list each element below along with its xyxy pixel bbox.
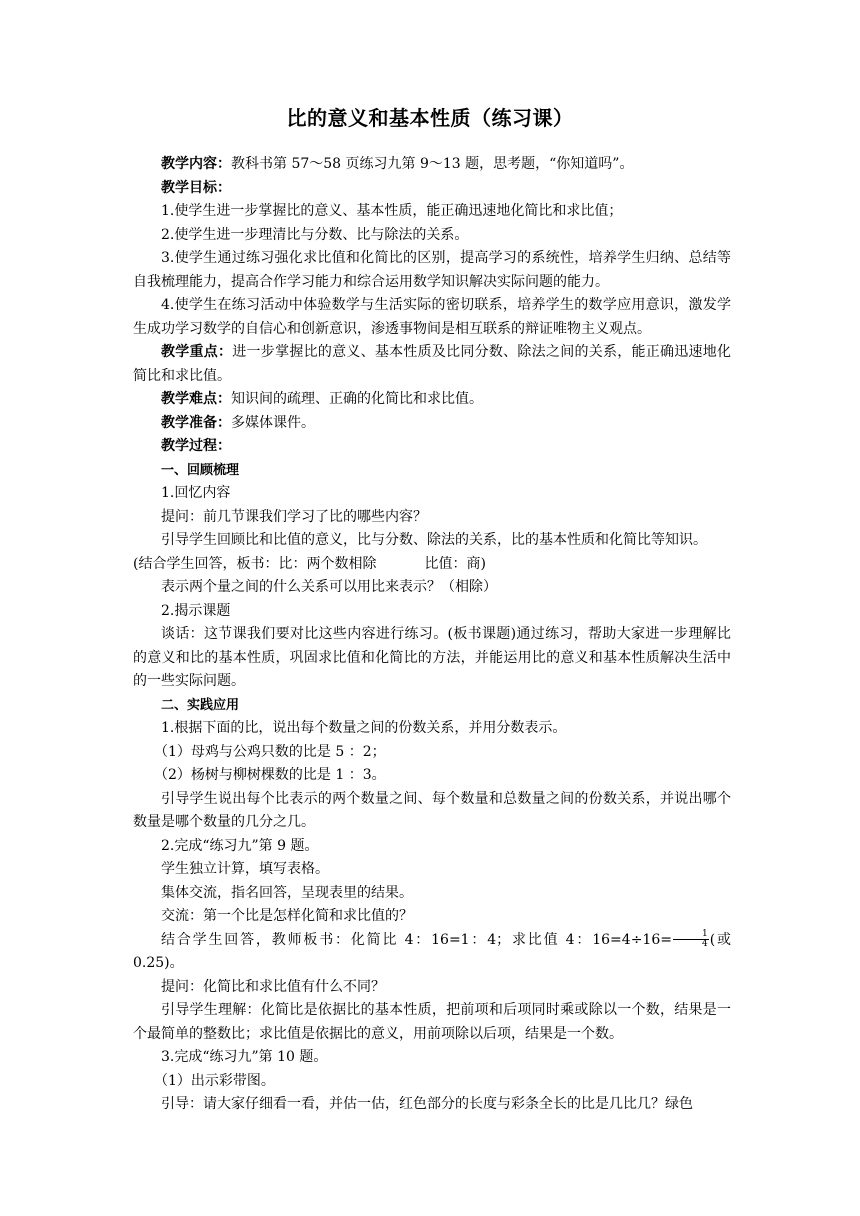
paragraph: 3.完成“练习九”第 10 题。 (161, 1049, 328, 1065)
teaching-goals-label: 教学目标： (161, 179, 231, 196)
section-heading: 一、回顾梳理 (161, 462, 240, 478)
teaching-key (133, 341, 731, 388)
paragraph-with-fraction: 结合学生回答，教师板书：化简比 4：16=1：4；求比值 4：16=4÷16= $\frac{1}{4}$ (或 0.25)。 (133, 929, 731, 971)
paragraph: 表示两个量之间的什么关系可以用比来表示？（相除） (161, 579, 497, 595)
teaching-prep-label: 教学准备： (161, 414, 231, 431)
paragraph: 学生独立计算，填写表格。 (161, 861, 329, 877)
teaching-key-text: 进一步掌握比的意义、基本性质及比同分数、除法之间的关系，能正确迅速地化简比和求比值。 (133, 344, 732, 384)
paragraph: 引导学生理解：化简比是依据比的基本性质，把前项和后项同时乘或除以一个数，结果是一个最简单的整数比；求比值是依据比的意义，用前项除以后项，结果是一个数。 (133, 1002, 731, 1042)
teaching-prep-text: 多媒体课件。 (231, 414, 315, 431)
paragraph: 谈话：这节课我们要对比这些内容进行练习。(板书课题)通过练习，帮助大家进一步理解比的意义和比的基本性质，巩固求比值和化简比的方法，并能运用比的意义和基本性质解决生活中的一些实际问题。 (133, 626, 731, 689)
paragraph: 引导学生回顾比和比值的意义，比与分数、除法的关系，比的基本性质和化简比等知识。 (161, 532, 707, 548)
paragraph: （1）母鸡与公鸡只数的比是 5 ：2； (154, 743, 386, 760)
teaching-difficulty-label: 教学难点： (161, 391, 231, 407)
paragraph: 2.揭示课题 (161, 602, 231, 619)
fraction: $\frac{1}{4}$ (673, 930, 709, 949)
teaching-prep (133, 412, 731, 436)
paragraph: 1.回忆内容 (161, 485, 231, 501)
paragraph: 1.根据下面的比，说出每个数量之间的份数关系，并用分数表示。 (161, 720, 567, 736)
paragraph: 交流：第一个比是怎样化简和求比值的？ (161, 908, 413, 924)
paragraph: 集体交流，指名回答，呈现表里的结果。 (161, 884, 413, 901)
goal-item: 2.使学生进一步理清比与分数、比与除法的关系。 (161, 226, 469, 243)
teaching-content-text: 教科书第 57～58 页练习九第 9～13 题，思考题，“你知道吗”。 (231, 156, 634, 172)
teaching-process-label: 教学过程： (161, 438, 231, 454)
paragraph: 引导学生说出每个比表示的两个数量之间、每个数量和总数量之间的份数关系，并说出哪个数量是哪个数量的几分之几。 (133, 790, 731, 830)
paragraph: 提问：前几节课我们学习了比的哪些内容？ (161, 508, 427, 525)
teaching-difficulty-text: 知识间的疏理、正确的化简比和求比值。 (231, 391, 483, 407)
paragraph: （2）杨树与柳树棵数的比是 1 ：3。 (154, 767, 386, 783)
paragraph: 2.完成“练习九”第 9 题。 (161, 837, 319, 854)
teaching-content-label: 教学内容： (161, 156, 231, 172)
board-note: (结合学生回答，板书：比：两个数相除 比值：商) (133, 555, 486, 572)
section-heading: 二、实践应用 (161, 697, 240, 713)
goal-item: 4.使学生在练习活动中体验数学与生活实际的密切联系，培养学生的数学应用意识，激发学生成功学习数学的自信心和创新意识，渗透事物间是相互联系的辩证唯物主义观点。 (133, 297, 731, 337)
goal-item: 3.使学生通过练习强化求比值和化简比的区别，提高学习的系统性，培养学生归纳、总结等自我梳理能力，提高合作学习能力和综合运用数学知识解决实际问题的能力。 (133, 250, 731, 290)
document-body (133, 153, 731, 1117)
teaching-content (133, 153, 731, 177)
paragraph: （1）出示彩带图。 (154, 1072, 275, 1089)
paragraph: 提问：化简比和求比值有什么不同？ (161, 978, 385, 995)
goal-item: 1.使学生进一步掌握比的意义、基本性质，能正确迅速地化简比和求比值； (161, 203, 623, 219)
teaching-difficulty (133, 388, 731, 412)
teaching-key-label: 教学重点： (161, 344, 233, 360)
document-title: 比的意义和基本性质（练习课） (286, 106, 574, 130)
paragraph: 引导：请大家仔细看一看，并估一估，红色部分的长度与彩条全长的比是几比几？绿色 (161, 1096, 693, 1112)
